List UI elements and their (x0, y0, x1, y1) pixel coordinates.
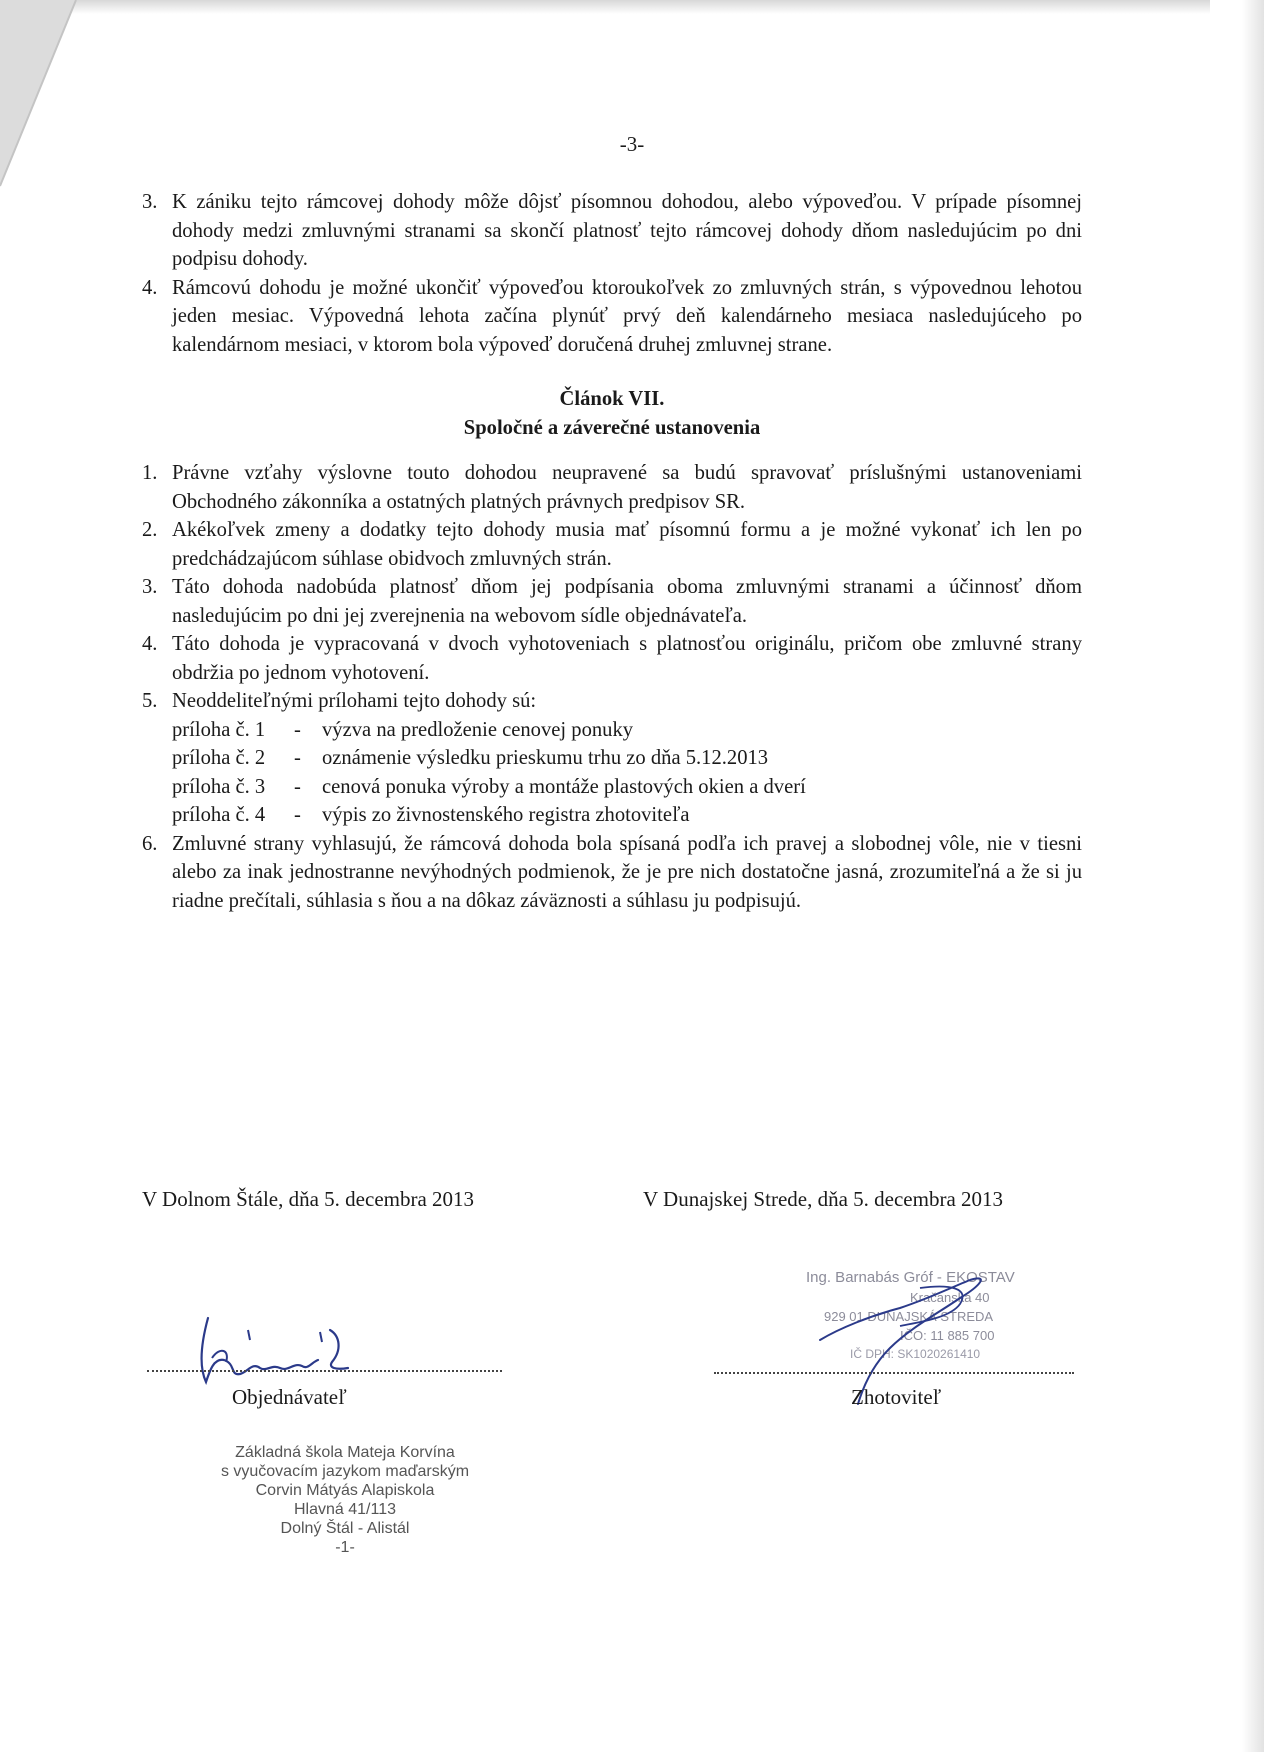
client-stamp-line: s vyučovacím jazykom maďarským (220, 1463, 470, 1480)
client-stamp-line: Hlavná 41/113 (294, 1501, 396, 1518)
document-body (142, 188, 1082, 915)
point-text: Táto dohoda nadobúda platnosť dňom jej podpísania oboma zmluvnými stranami a účinnosť dňom nasledujúcim po dni jej zverejnenia na webovom sídle objednávateľa. (172, 576, 1082, 627)
point-number: 3. (142, 576, 158, 598)
scan-shadow-right (1242, 0, 1264, 1752)
article-subtitle: Spoločné a záverečné ustanovenia (463, 417, 761, 439)
article7-point (142, 573, 1082, 630)
contractor-stamp-and-signature (800, 1258, 1090, 1408)
scan-shadow-left (0, 0, 80, 190)
signature-line-client (147, 1370, 502, 1372)
point-number: 6. (142, 832, 158, 855)
attachment-label: príloha č. 4 (172, 804, 266, 826)
point-text-attachments (172, 687, 1082, 830)
article7-point (142, 516, 1082, 573)
contractor-stamp-line: IČO: 11 885 700 (900, 1328, 995, 1343)
client-stamp-line: Corvin Mátyás Alapiskola (255, 1482, 435, 1499)
role-client: Objednávateľ (232, 1385, 347, 1409)
point-text: Zmluvné strany vyhlasujú, že rámcová dohoda bola spísaná podľa ich pravej a slobodnej vôle, nie v tiesni alebo za inak jednostranne nevýhodných podmienok, že je pre nich dostatočne jasná, zrozumiteľná a že si ju riadne prečítali, súhlasia s ňou a na dôkaz záväznosti a súhlasu ju podpisujú. (172, 832, 1082, 912)
article7-point (142, 687, 1082, 830)
role-contractor: Zhotoviteľ (851, 1385, 942, 1409)
attachment-label: príloha č. 3 (172, 775, 266, 798)
attachment-description: oznámenie výsledku prieskumu trhu zo dňa 5.12.2013 (322, 747, 769, 769)
scan-shadow-top (60, 0, 1210, 14)
attachment-description: výzva na predloženie cenovej ponuky (322, 718, 634, 741)
contractor-stamp-line: Kračanská 40 (910, 1290, 990, 1305)
point-text: K zániku tejto rámcovej dohody môže dôjsť písomnou dohodou, alebo výpoveďou. V prípade písomnej dohody medzi zmluvnými stranami sa skončí platnosť tejto rámcovej dohody dňom nasledujúcim po dni podpisu dohody. (172, 191, 1082, 270)
article-title: Článok VII. (559, 388, 665, 410)
attachments-intro: Neoddeliteľnými prílohami tejto dohody sú: (172, 690, 537, 712)
article7-heading (142, 385, 1082, 443)
contractor-stamp-line: 929 01 DUNAJSKÁ STREDA (824, 1309, 994, 1324)
attachment-label: príloha č. 1 (172, 718, 266, 741)
signing-place-date-contractor: V Dunajskej Strede, dňa 5. decembra 2013 (643, 1187, 1004, 1211)
client-stamp-line: Základná škola Mateja Korvína (235, 1444, 455, 1461)
attachment-dash: - (294, 775, 301, 798)
point-number: 4. (142, 633, 158, 655)
client-stamp-line: Dolný Štál - Alistál (280, 1520, 410, 1537)
contractor-stamp-line: Ing. Barnabás Gróf - EKOSTAV (806, 1269, 1015, 1286)
point-text: Akékoľvek zmeny a dodatky tejto dohody musia mať písomnú formu a je možné vykonať ich len po predchádzajúcom súhlase obidvoch zmluvných strán. (172, 519, 1082, 570)
signature-line-contractor (714, 1372, 1074, 1374)
point-number: 4. (142, 276, 158, 299)
attachment-item (172, 744, 1082, 773)
attachment-item (172, 801, 1082, 830)
attachment-dash: - (294, 747, 301, 769)
attachment-description: cenová ponuka výroby a montáže plastových okien a dverí (322, 775, 806, 798)
point-text: Právne vzťahy výslovne touto dohodou neupravené sa budú spravovať príslušnými ustanoveniami Obchodného zákonníka a ostatných platných právnych predpisov SR. (172, 462, 1082, 513)
client-stamp-line: -1- (335, 1539, 355, 1556)
attachment-label: príloha č. 2 (172, 747, 266, 769)
article6-point (142, 274, 1082, 360)
point-text: Rámcovú dohodu je možné ukončiť výpoveďou ktoroukoľvek zo zmluvných strán, s výpovednou lehotou jeden mesiac. Výpovedná lehota začína plynúť prvý deň kalendárneho mesiaca nasledujúceho po kalendárnom mesiaci, v ktorom bola výpoveď doručená druhej zmluvnej strane. (172, 276, 1082, 356)
attachment-dash: - (294, 804, 301, 826)
client-stamp (180, 1443, 510, 1557)
page-number: -3- (619, 132, 645, 156)
attachment-item (172, 716, 1082, 745)
article7-point (142, 830, 1082, 916)
point-text: Táto dohoda je vypracovaná v dvoch vyhotoveniach s platnosťou originálu, pričom obe zmluvné strany obdržia po jednom vyhotovení. (172, 633, 1082, 684)
point-number: 2. (142, 519, 158, 541)
attachment-description: výpis zo živnostenského registra zhotoviteľa (322, 804, 690, 826)
point-number: 1. (142, 462, 158, 484)
client-signature (180, 1310, 420, 1390)
article7-point (142, 459, 1082, 516)
attachment-list (172, 716, 1082, 830)
point-number: 3. (142, 191, 158, 213)
contractor-stamp-line: IČ DPH: SK1020261410 (850, 1347, 981, 1361)
point-number: 5. (142, 690, 158, 712)
article7-point (142, 630, 1082, 687)
attachment-item (172, 773, 1082, 802)
article6-point (142, 188, 1082, 274)
attachment-dash: - (294, 718, 301, 741)
signing-place-date-client: V Dolnom Štále, dňa 5. decembra 2013 (142, 1187, 475, 1211)
